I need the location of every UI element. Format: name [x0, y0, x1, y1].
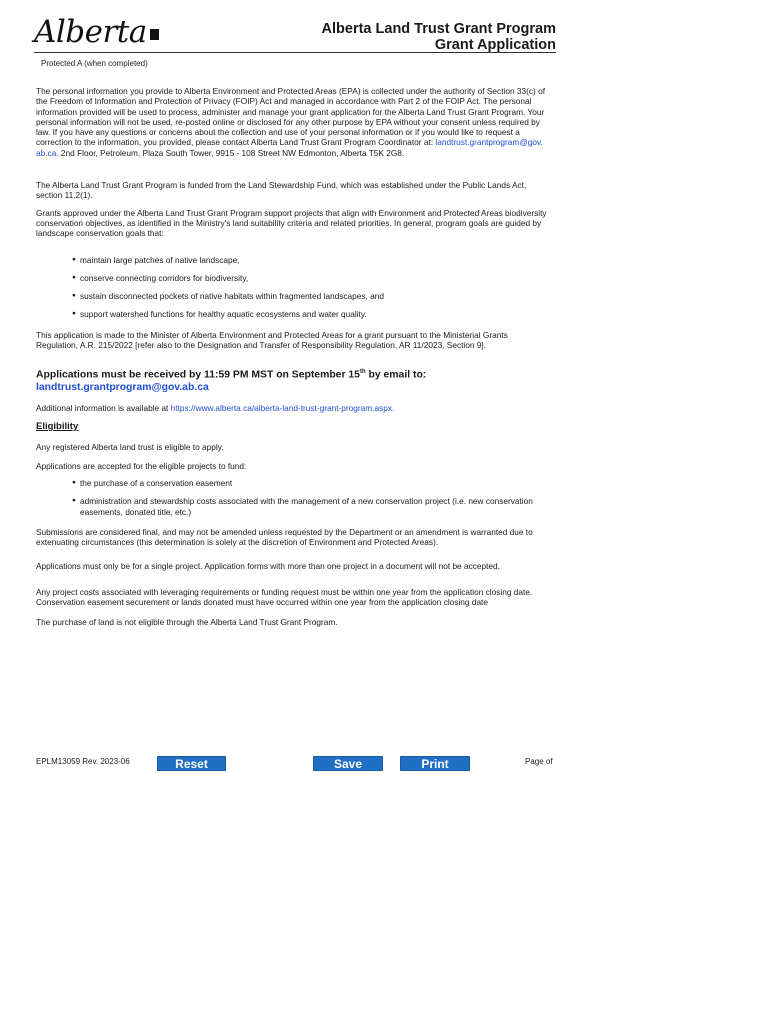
grants-paragraph: Grants approved under the Alberta Land Trust Grant Program support projects that align with Environment and Protected Areas biodiversity conservation objectives, as identified in the Ministry's land suitability criteria and related priorities. In general, program goals are guided by landscape conservation goals that: [36, 207, 547, 239]
deadline-sup: th [359, 369, 366, 376]
goal-item: ● sustain disconnected pockets of native habitats within fragmented landscapes, and [72, 291, 551, 301]
print-button[interactable]: Print [400, 756, 470, 771]
alberta-logo [34, 14, 159, 50]
submissions-paragraph: Submissions are considered final, and may not be amended unless requested by the Department or an amendment is warranted due to extenuating circumstances (this determination is solely at the discretion of Environment and Protected Areas). [36, 526, 533, 548]
deadline-email-label: by email to: [365, 369, 427, 381]
ministerial-paragraph: This application is made to the Minister of Alberta Environment and Protected Areas for a grant pursuant to the Ministerial Grants Regulation, A.R. 215/2022 [refer also to the Designation and Transfer of Responsibility Regulation, AR 11/2023, Section 9]. [36, 329, 508, 351]
privacy-text: The personal information you provide to Alberta Environment and Protected Areas (EPA) is collected under the authority of Section 33(c) of the Freedom of Information and Protection of Privacy (FOIP) Act and managed in accordance with Part 2 of the FOIP Act. The personal information provided will be used to process, administer and manage your grant application for the Alberta Land Trust Grant Program. Your personal information will not be used, re-posted online or disclosed for any other purpose by EPA without your consent unless required by law. If you have any questions or concerns about the collection and use of your personal information or if you would like to request a correction to the information, you provided, please contact Alberta Land Trust Grant Program Coordinator at: [36, 86, 545, 148]
single-project-paragraph: Applications must only be for a single project. Application forms with more than one project in a document will not be accepted. [36, 561, 500, 572]
reset-button[interactable]: Reset [157, 756, 226, 771]
eligibility-accepted: Applications are accepted for the eligible projects to fund: [36, 460, 247, 471]
save-button[interactable]: Save [313, 756, 383, 771]
coordinator-email-link[interactable]: landtrust.grantprogram@gov. ab.ca. [36, 137, 543, 158]
eligibility-heading: Eligibility [36, 421, 79, 433]
form-footer [0, 756, 770, 772]
goal-item: ● conserve connecting corridors for biodiversity, [72, 273, 551, 283]
protected-label: Protected A (when completed) [41, 59, 148, 68]
form-body [36, 86, 551, 628]
program-website-link[interactable]: https://www.alberta.ca/alberta-land-trust-grant-program.aspx. [170, 402, 395, 413]
page-number: Page of [525, 757, 553, 766]
goal-item: ● support watershed functions for healthy aquatic ecosystems and water quality. [72, 309, 551, 319]
program-title: Alberta Land Trust Grant Program [321, 21, 556, 37]
deadline-notice [36, 366, 551, 393]
goal-item: ● maintain large patches of native landscape, [72, 255, 551, 265]
deadline-email-link[interactable]: landtrust.grantprogram@gov.ab.ca [36, 381, 209, 393]
costs-paragraph: Any project costs associated with leveraging requirements or funding request must be within one year from the application closing date. Conservation easement securement or lands donated must have occurred within one year from the application closing date [36, 586, 533, 608]
eligible-project-item: ● administration and stewardship costs associated with the management of a new conservation project (i.e. new conservation easements, donated title, etc.) [72, 496, 551, 517]
funding-paragraph: The Alberta Land Trust Grant Program is funded from the Land Stewardship Fund, which was established under the Public Lands Act, section 11.2(1). [36, 180, 527, 201]
document-title [322, 21, 556, 53]
goals-list [72, 255, 551, 320]
eligibility-registered: Any registered Alberta land trust is eligible to apply. [36, 442, 224, 453]
logo-flag-icon [150, 29, 159, 40]
eligible-projects-list [72, 478, 551, 517]
purchase-paragraph: The purchase of land is not eligible through the Alberta Land Trust Grant Program. [36, 617, 338, 628]
deadline-text: Applications must be received by 11:59 PM MST on September 15 [36, 369, 360, 381]
additional-info [36, 403, 551, 413]
form-title: Grant Application [434, 37, 556, 53]
privacy-address: 2nd Floor, Petroleum, Plaza South Tower, 9915 - 108 Street NW Edmonton, Alberta T5K 2G8. [58, 147, 405, 158]
privacy-notice [36, 86, 551, 158]
additional-info-text: Additional information is available at [36, 402, 171, 413]
eligible-project-item: ● the purchase of a conservation easement [72, 478, 551, 488]
form-id: EPLM13059 Rev. 2023-06 [36, 757, 130, 766]
logo-text: Alberta [34, 14, 147, 50]
header-divider [34, 52, 556, 53]
